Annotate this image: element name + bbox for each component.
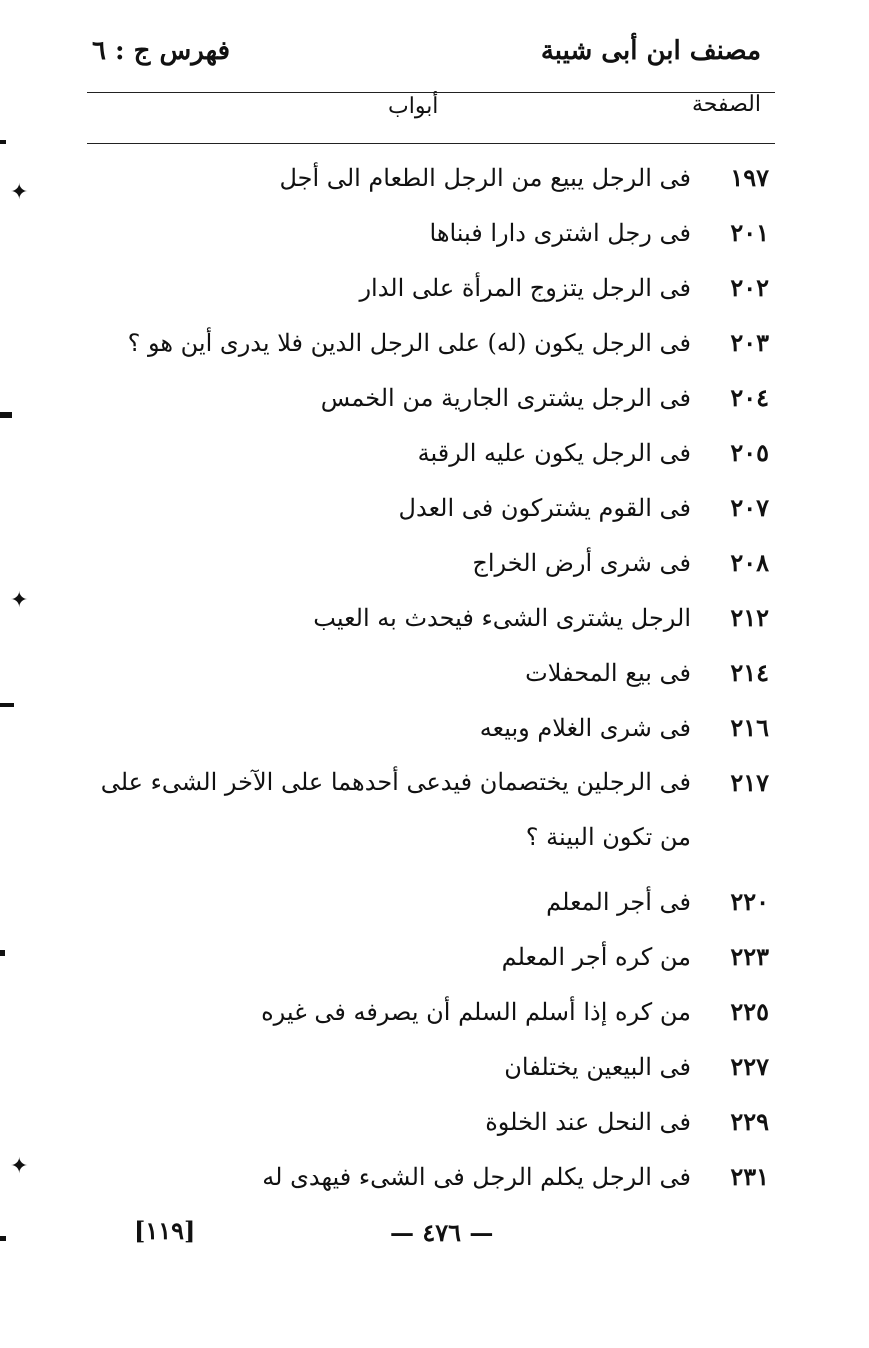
entry-page-number: ٢٠٥	[730, 438, 769, 467]
heading-rule	[87, 143, 775, 144]
page-column-heading: الصفحة	[691, 92, 761, 117]
index-entry	[69, 600, 769, 636]
index-entry	[69, 215, 769, 251]
entry-page-number: ٢٢٣	[730, 942, 769, 971]
entry-title: فى الرجل يتزوج المرأة على الدار	[359, 274, 691, 302]
entry-title: فى النحل عند الخلوة	[485, 1108, 691, 1136]
entry-title: فى شرى أرض الخراج	[472, 549, 691, 577]
entry-title: من كره إذا أسلم السلم أن يصرفه فى غيره	[261, 998, 691, 1026]
index-entry	[69, 765, 769, 865]
index-entry	[69, 545, 769, 581]
margin-mark	[0, 703, 14, 707]
margin-mark	[0, 950, 5, 956]
index-entry	[69, 380, 769, 416]
margin-mark	[0, 412, 12, 418]
index-label: فهرس ج : ٦	[92, 36, 231, 66]
index-entry	[69, 710, 769, 746]
entry-page-number: ٢١٢	[730, 603, 769, 632]
index-entry	[69, 270, 769, 306]
index-entry	[69, 325, 769, 361]
entry-page-number: ٢٠٤	[730, 383, 769, 412]
index-entry	[69, 939, 769, 975]
margin-star-icon: ✦	[10, 588, 29, 613]
entry-title: فى رجل اشترى دارا فبناها	[429, 219, 691, 247]
entry-page-number: ٢٢٩	[730, 1107, 769, 1136]
entry-page-number: ٢١٤	[730, 658, 769, 687]
index-entry	[69, 1104, 769, 1140]
entry-title: فى البيعين يختلفان	[504, 1053, 691, 1081]
index-entry	[69, 160, 769, 196]
book-title: مصنف ابن أبى شيبة	[540, 36, 761, 66]
margin-mark	[0, 140, 6, 144]
entry-title: فى أجر المعلم	[546, 888, 691, 916]
entry-page-number: ٢٠٨	[730, 548, 769, 577]
entry-page-number: ٢٠٢	[730, 273, 769, 302]
margin-mark	[0, 1236, 6, 1241]
entry-page-number: ٢٠٣	[730, 328, 769, 357]
index-entry	[69, 490, 769, 526]
top-rule	[87, 92, 775, 93]
entry-title: فى بيع المحفلات	[525, 659, 691, 687]
footer-page-number: — ٤٧٦ —	[390, 1218, 494, 1247]
index-entry	[69, 1049, 769, 1085]
index-entry	[69, 435, 769, 471]
entry-title: فى الرجل يكلم الرجل فى الشىء فيهدى له	[262, 1163, 691, 1191]
margin-star-icon: ✦	[10, 1154, 29, 1179]
index-entry	[69, 1159, 769, 1195]
margin-star-icon: ✦	[10, 180, 29, 205]
entry-page-number: ١٩٧	[730, 163, 769, 192]
entry-title: من كره أجر المعلم	[501, 943, 691, 971]
entry-page-number: ٢٢٠	[730, 887, 769, 916]
entry-title: فى الرجل يكون (له) على الرجل الدين فلا يدرى أين هو ؟	[127, 329, 691, 357]
entry-page-number: ٢٣١	[730, 1162, 769, 1191]
entry-title: فى شرى الغلام وبيعه	[479, 714, 691, 742]
entry-title: الرجل يشترى الشىء فيحدث به العيب	[313, 604, 691, 632]
entry-title: فى الرجل يشترى الجارية من الخمس	[320, 384, 691, 412]
entry-title: فى الرجل يكون عليه الرقبة	[417, 439, 691, 467]
index-entry	[69, 655, 769, 691]
bracket-page-number: [١١٩]	[134, 1216, 196, 1245]
entry-page-number: ٢٢٧	[730, 1052, 769, 1081]
entry-title: فى القوم يشتركون فى العدل	[398, 494, 691, 522]
index-entries	[69, 160, 769, 1214]
entry-title: فى الرجل يبيع من الرجل الطعام الى أجل	[279, 164, 691, 192]
entry-page-number: ٢٢٥	[730, 997, 769, 1026]
index-entry	[69, 884, 769, 920]
index-entry	[69, 994, 769, 1030]
entry-page-number: ٢١٧	[730, 768, 769, 797]
entry-title: فى الرجلين يختصمان فيدعى أحدهما على الآخر الشىء على من تكون البينة ؟	[100, 768, 691, 851]
entry-page-number: ٢٠٧	[730, 493, 769, 522]
entry-page-number: ٢١٦	[730, 713, 769, 742]
chapters-column-heading: أبواب	[388, 94, 439, 119]
entry-page-number: ٢٠١	[730, 218, 769, 247]
